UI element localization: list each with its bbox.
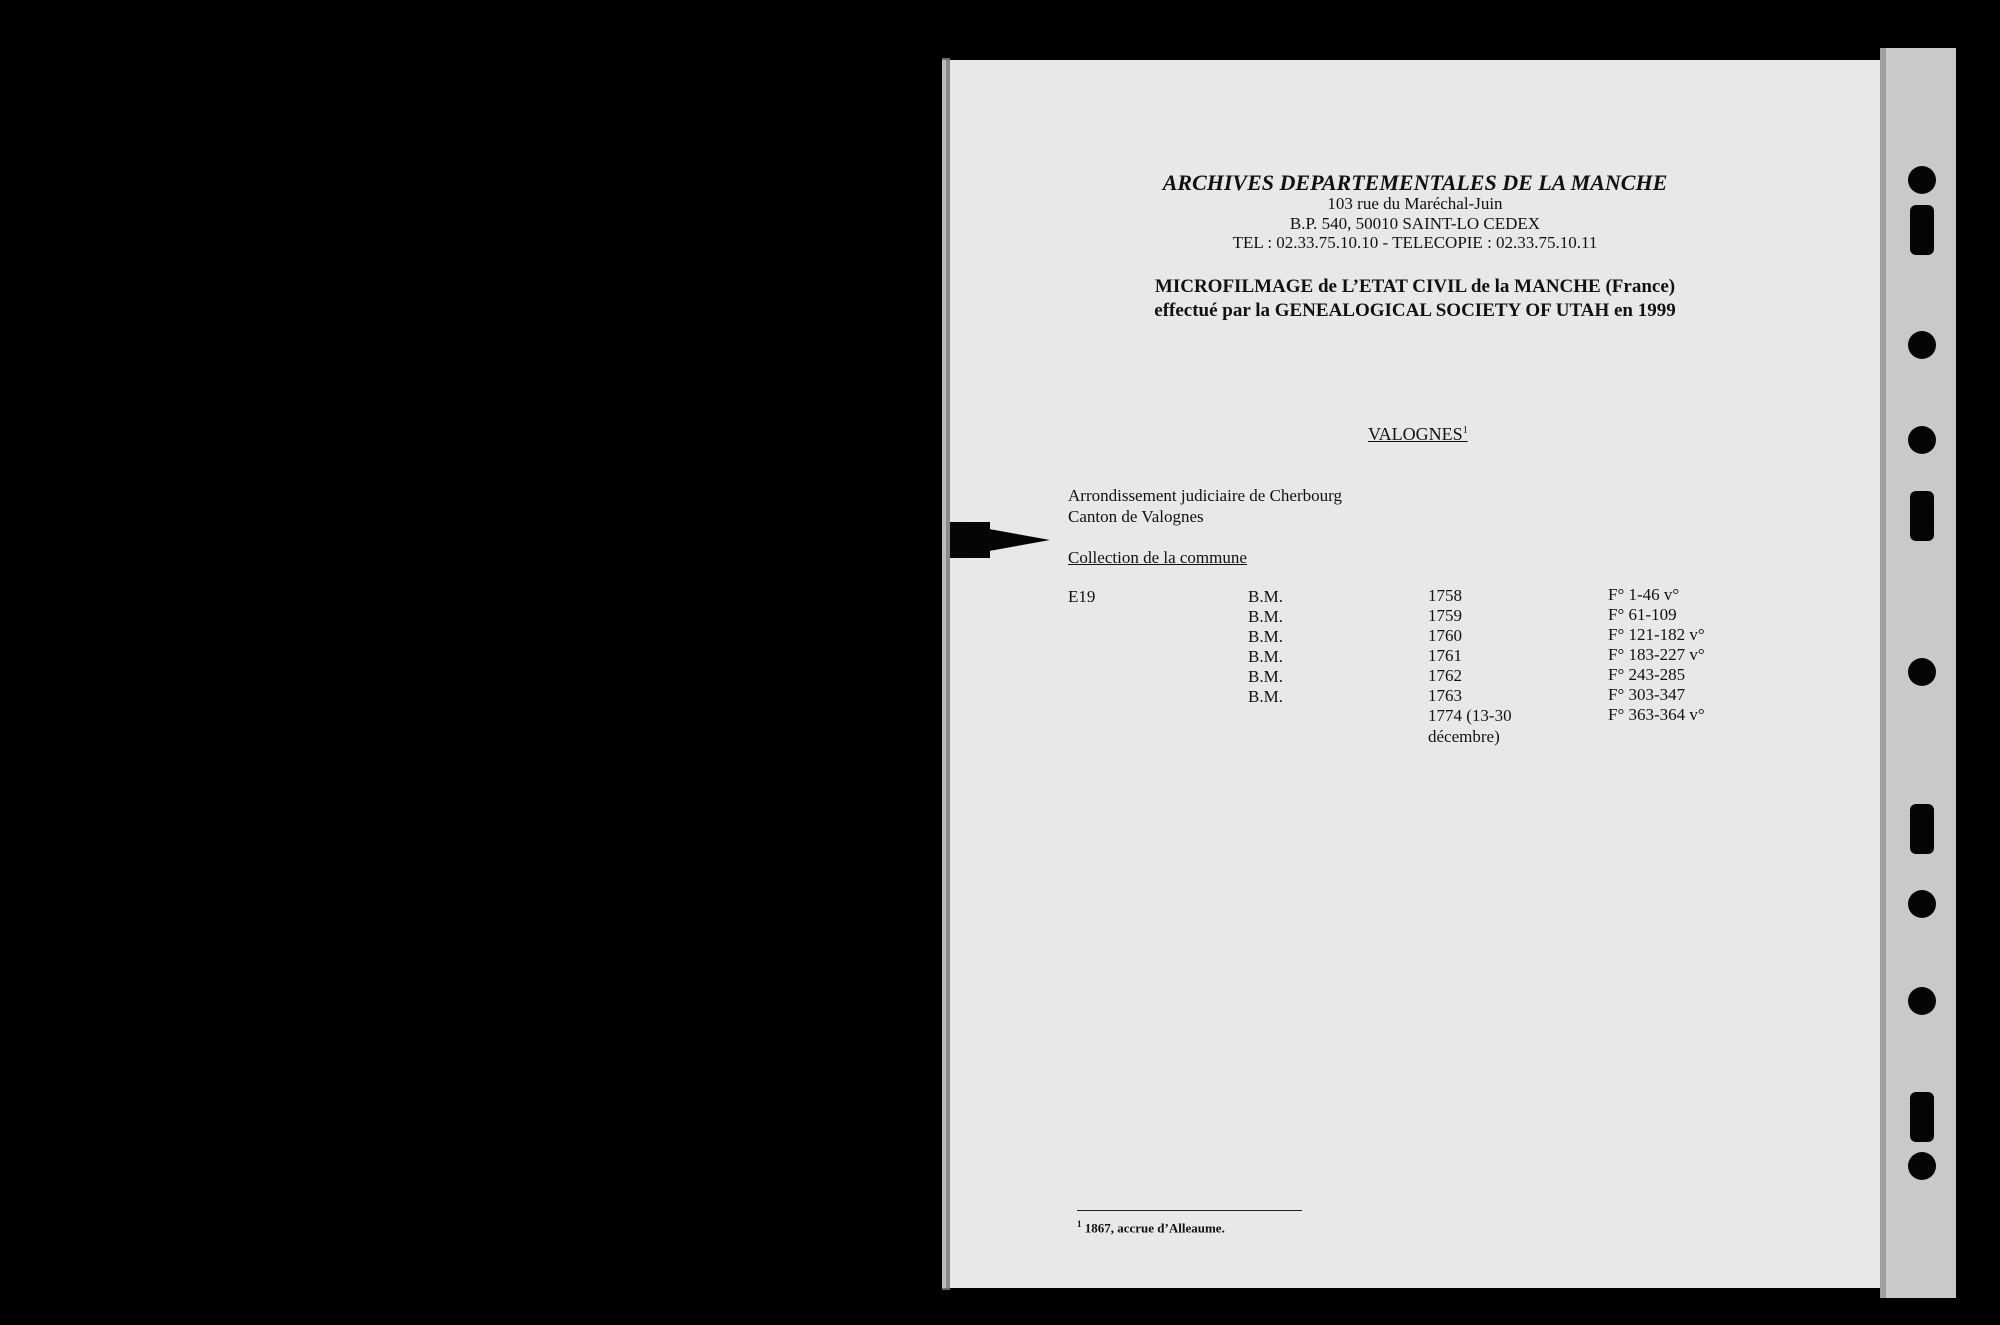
record-year: 1758 xyxy=(1428,586,1462,605)
record-type: B.M. xyxy=(1248,647,1283,666)
record-year: 1761 xyxy=(1428,646,1462,665)
page-marker-arrow xyxy=(950,522,1050,558)
record-year: 1762 xyxy=(1428,666,1462,685)
binder-slot xyxy=(1910,491,1934,541)
arrondissement-line: Arrondissement judiciaire de Cherbourg xyxy=(1068,486,1342,505)
record-type: B.M. xyxy=(1248,667,1283,686)
document-page xyxy=(950,60,1880,1288)
binder-hole xyxy=(1908,166,1936,194)
record-folio: F° 1-46 v° xyxy=(1608,585,1680,604)
record-type: B.M. xyxy=(1248,607,1283,626)
microfilm-title-line-1: MICROFILMAGE de L’ETAT CIVIL de la MANCHE (France) xyxy=(1154,276,1676,297)
record-year: 1759 xyxy=(1428,606,1462,625)
institution-title: ARCHIVES DEPARTEMENTALES DE LA MANCHE xyxy=(1162,170,1668,195)
page-edge xyxy=(942,58,950,1290)
commune-name: VALOGNES xyxy=(1368,424,1463,444)
commune-title xyxy=(1368,424,1468,445)
canton-line: Canton de Valognes xyxy=(1068,507,1204,526)
record-folio: F° 303-347 xyxy=(1608,685,1686,704)
binder-hole xyxy=(1908,426,1936,454)
binder-hole xyxy=(1908,658,1936,686)
binder-slot xyxy=(1910,205,1934,255)
record-cote: E19 xyxy=(1068,587,1096,606)
record-folio: F° 61-109 xyxy=(1608,605,1677,624)
record-type: B.M. xyxy=(1248,627,1283,646)
binder-hole xyxy=(1908,987,1936,1015)
binder-slot xyxy=(1910,1092,1934,1142)
binder-slot xyxy=(1910,804,1934,854)
record-year: 1763 xyxy=(1428,686,1462,705)
binder-hole xyxy=(1908,331,1936,359)
binder-strip xyxy=(1880,48,1956,1298)
record-folio: F° 183-227 v° xyxy=(1608,645,1705,664)
address-line-2: B.P. 540, 50010 SAINT-LO CEDEX xyxy=(1289,214,1541,233)
record-year: 1774 (13-30 décembre) xyxy=(1428,706,1512,746)
record-year: 1760 xyxy=(1428,626,1462,645)
footnote-mark: 1 xyxy=(1077,1219,1082,1229)
contact-line: TEL : 02.33.75.10.10 - TELECOPIE : 02.33.75.10.11 xyxy=(1232,233,1598,252)
footnote-text: 1867, accrue d’Alleaume. xyxy=(1084,1220,1225,1236)
collection-heading: Collection de la commune xyxy=(1068,548,1247,567)
footnote-reference: 1 xyxy=(1462,425,1468,436)
record-folio: F° 363-364 v° xyxy=(1608,705,1705,724)
record-folio: F° 243-285 xyxy=(1608,665,1686,684)
binder-hole xyxy=(1908,1152,1936,1180)
address-line-1: 103 rue du Maréchal-Juin xyxy=(1327,194,1503,213)
footnote-divider xyxy=(1077,1210,1302,1211)
record-folio: F° 121-182 v° xyxy=(1608,625,1705,644)
record-type: B.M. xyxy=(1248,587,1283,606)
microfilm-title-line-2: effectué par la GENEALOGICAL SOCIETY OF UTAH en 1999 xyxy=(1154,300,1676,321)
record-type: B.M. xyxy=(1248,687,1283,706)
binder-hole xyxy=(1908,890,1936,918)
footnote xyxy=(1077,1219,1225,1236)
